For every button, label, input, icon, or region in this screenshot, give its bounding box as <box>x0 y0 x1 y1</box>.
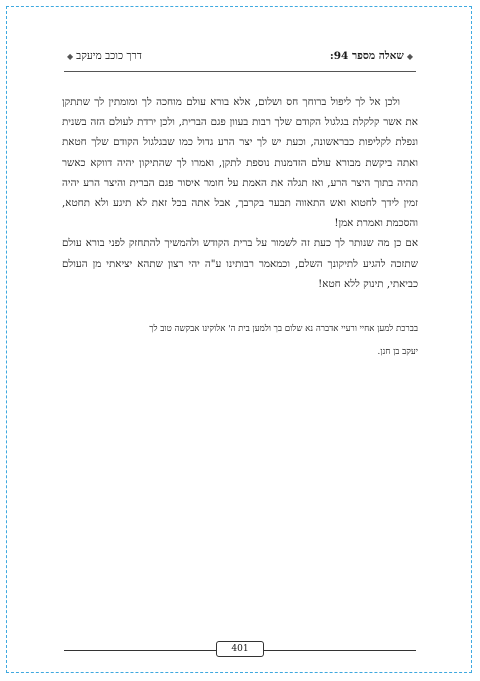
bullet-icon: ◆ <box>406 51 413 61</box>
book-title <box>64 50 142 62</box>
question-number-heading <box>330 50 416 62</box>
signature: יעקב בן חנן. <box>377 347 418 357</box>
page-number: 401 <box>216 641 264 657</box>
header-divider <box>64 71 416 72</box>
book-title-text: דרך כוכב מיעקב <box>76 50 142 62</box>
footer-divider-left <box>64 650 216 651</box>
page-header <box>64 50 416 70</box>
question-number-text: שאלה מספר 94: <box>329 50 404 62</box>
footer-divider-right <box>264 650 416 651</box>
paragraph-2: אם כן מה שנותר לך כעת זה לשמור על ברית הקודש ולהמשיך להתחזק לפני בורא עולם שתזכה להגיע לתיקונך השלם, וכמאמר רבותינו ע"ה יהי רצון שתהא יציאתי מן העולם כביאתי, תינוק ללא חטא! <box>62 237 418 290</box>
paragraph-1: ולכן אל לך ליפול ברוחך חס ושלום, אלא בורא עולם מוחכה לך ומומתין לך שתתקן את אשר קלקלת בגלגול הקודם שלך רבות בעוון פגם הברית, ולכן ירדת לעולם הזה בשנית ונפלת לקליפות כבראשונה, וכעת יש לך יצר הרע גדול כמו שבגלגול הקודם שלך חטאת ואתה ביקשת מבורא עולם הזדמנות נוספת לתקן, ואמרו לך שהתיקון יהיה דווקא כאשר תהיה בתוך היצר הרע, ואז תגלה את האמת על חומר איסור פגם הברית והיצר הרע יהיה זמין לידך לחטוא ואש התאווה תבער בקרבך, אבל אתה בכל זאת לא תיגע ולא תחטא, והסכמת ואמרת אמן! <box>62 96 418 230</box>
closing-blessing: בברכת למען אחיי ורעיי אדברה נא שלום בך ולמען בית ה' אלוקינו אבקשה טוב לך <box>149 324 418 334</box>
bullet-icon: ◆ <box>67 52 74 61</box>
body-text <box>62 92 418 294</box>
closing-section <box>62 318 418 364</box>
